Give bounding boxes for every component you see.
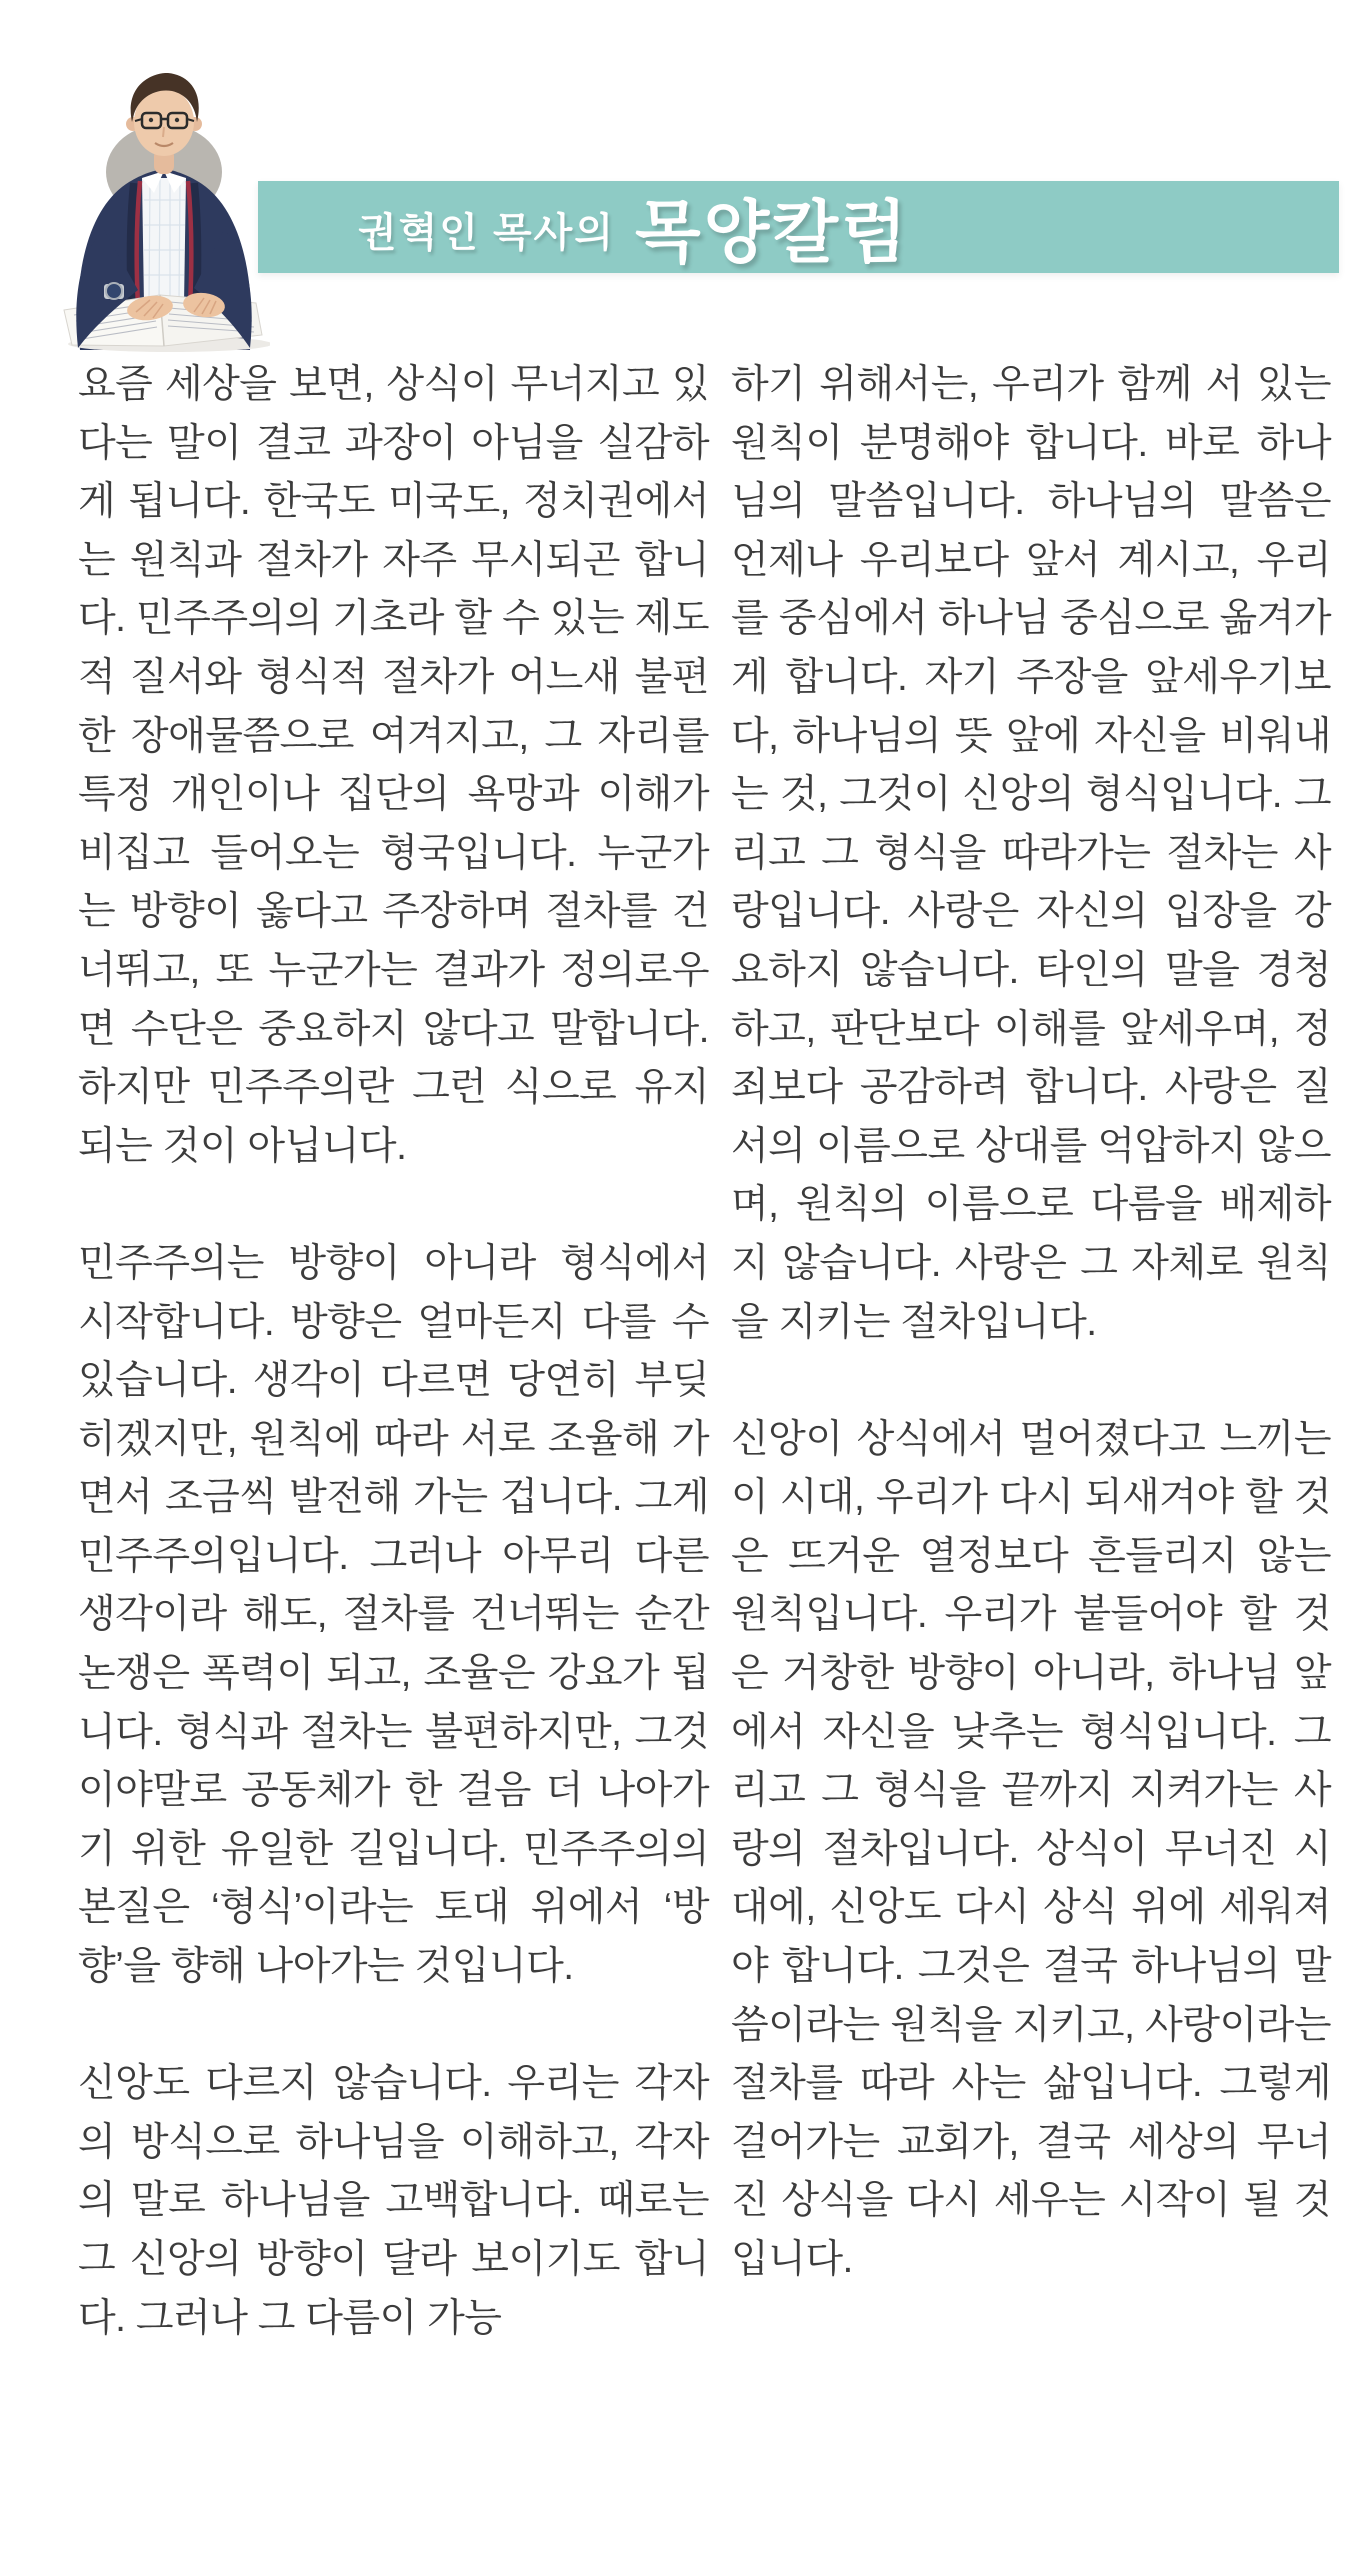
banner-title-main: 목양칼럼: [634, 194, 910, 271]
article-column-right: [731, 356, 1331, 2290]
paragraph-3-start: 신앙도 다르지 않습니다. 우리는 각자의 방식으로 하나님을 이해하고, 각자의 말로 하나님을 고백합니다. 때로는 그 신앙의 방향이 달라 보이기도 합니다. 그러나 그 다름이 가능: [78, 2062, 709, 2340]
watch-face: [106, 283, 122, 299]
eye-right: [175, 118, 179, 122]
banner-title: [358, 181, 910, 273]
article-column-left: [78, 356, 709, 2348]
paragraph-2: 민주주의는 방향이 아니라 형식에서 시작합니다. 방향은 얼마든지 다를 수 있습니다. 생각이 다르면 당연히 부딪히겠지만, 원칙에 따라 서로 조율해 가면서 조금씩 발전해 가는 겁니다. 그게 민주주의입니다. 그러나 아무리 다른 생각이라 해도, 절차를 건너뛰는 순간 논쟁은 폭력이 되고, 조율은 강요가 됩니다. 형식과 절차는 불편하지만, 그것이야말로 공동체가 한 걸음 더 나아가기 위한 유일한 길입니다. 민주주의의 본질은 ‘형식’이라는 토대 위에서 ‘방향’을 향해 나아가는 것입니다.: [78, 1241, 709, 1989]
eye-left: [149, 118, 153, 122]
column-header-banner: [258, 181, 1339, 273]
paragraph-3-continued: 하기 위해서는, 우리가 함께 서 있는 원칙이 분명해야 합니다. 바로 하나님의 말씀입니다. 하나님의 말씀은 언제나 우리보다 앞서 계시고, 우리를 중심에서 하나님 중심으로 옮겨가게 합니다. 자기 주장을 앞세우기보다, 하나님의 뜻 앞에 자신을 비워내는 것, 그것이 신앙의 형식입니다. 그리고 그 형식을 따라가는 절차는 사랑입니다. 사랑은 자신의 입장을 강요하지 않습니다. 타인의 말을 경청하고, 판단보다 이해를 앞세우며, 정죄보다 공감하려 합니다. 사랑은 질서의 이름으로 상대를 억압하지 않으며, 원칙의 이름으로 다름을 배제하지 않습니다. 사랑은 그 자체로 원칙을 지키는 절차입니다.: [731, 363, 1331, 1344]
nose: [163, 127, 164, 137]
paragraph-4: 신앙이 상식에서 멀어졌다고 느끼는 이 시대, 우리가 다시 되새겨야 할 것은 뜨거운 열정보다 흔들리지 않는 원칙입니다. 우리가 붙들어야 할 것은 거창한 방향이 아니라, 하나님 앞에서 자신을 낮추는 형식입니다. 그리고 그 형식을 끝까지 지켜가는 사랑의 절차입니다. 상식이 무너진 시대에, 신앙도 다시 상식 위에 세워져야 합니다. 그것은 결국 하나님의 말씀이라는 원칙을 지키고, 사랑이라는 절차를 따라 사는 삶입니다. 그렇게 걸어가는 교회가, 결국 세상의 무너진 상식을 다시 세우는 시작이 될 것입니다.: [731, 1417, 1331, 2281]
pastor-photo: [58, 50, 270, 353]
banner-title-prefix: 권혁인 목사의: [358, 210, 615, 255]
paragraph-1: 요즘 세상을 보면, 상식이 무너지고 있다는 말이 결코 과장이 아님을 실감하게 됩니다. 한국도 미국도, 정치권에서는 원칙과 절차가 자주 무시되곤 합니다. 민주주의의 기초라 할 수 있는 제도적 질서와 형식적 절차가 어느새 불편한 장애물쯤으로 여겨지고, 그 자리를 특정 개인이나 집단의 욕망과 이해가 비집고 들어오는 형국입니다. 누군가는 방향이 옳다고 주장하며 절차를 건너뛰고, 또 누군가는 결과가 정의로우면 수단은 중요하지 않다고 말합니다. 하지만 민주주의란 그런 식으로 유지되는 것이 아닙니다.: [78, 363, 709, 1168]
pastor-photo-illustration: [58, 50, 270, 353]
